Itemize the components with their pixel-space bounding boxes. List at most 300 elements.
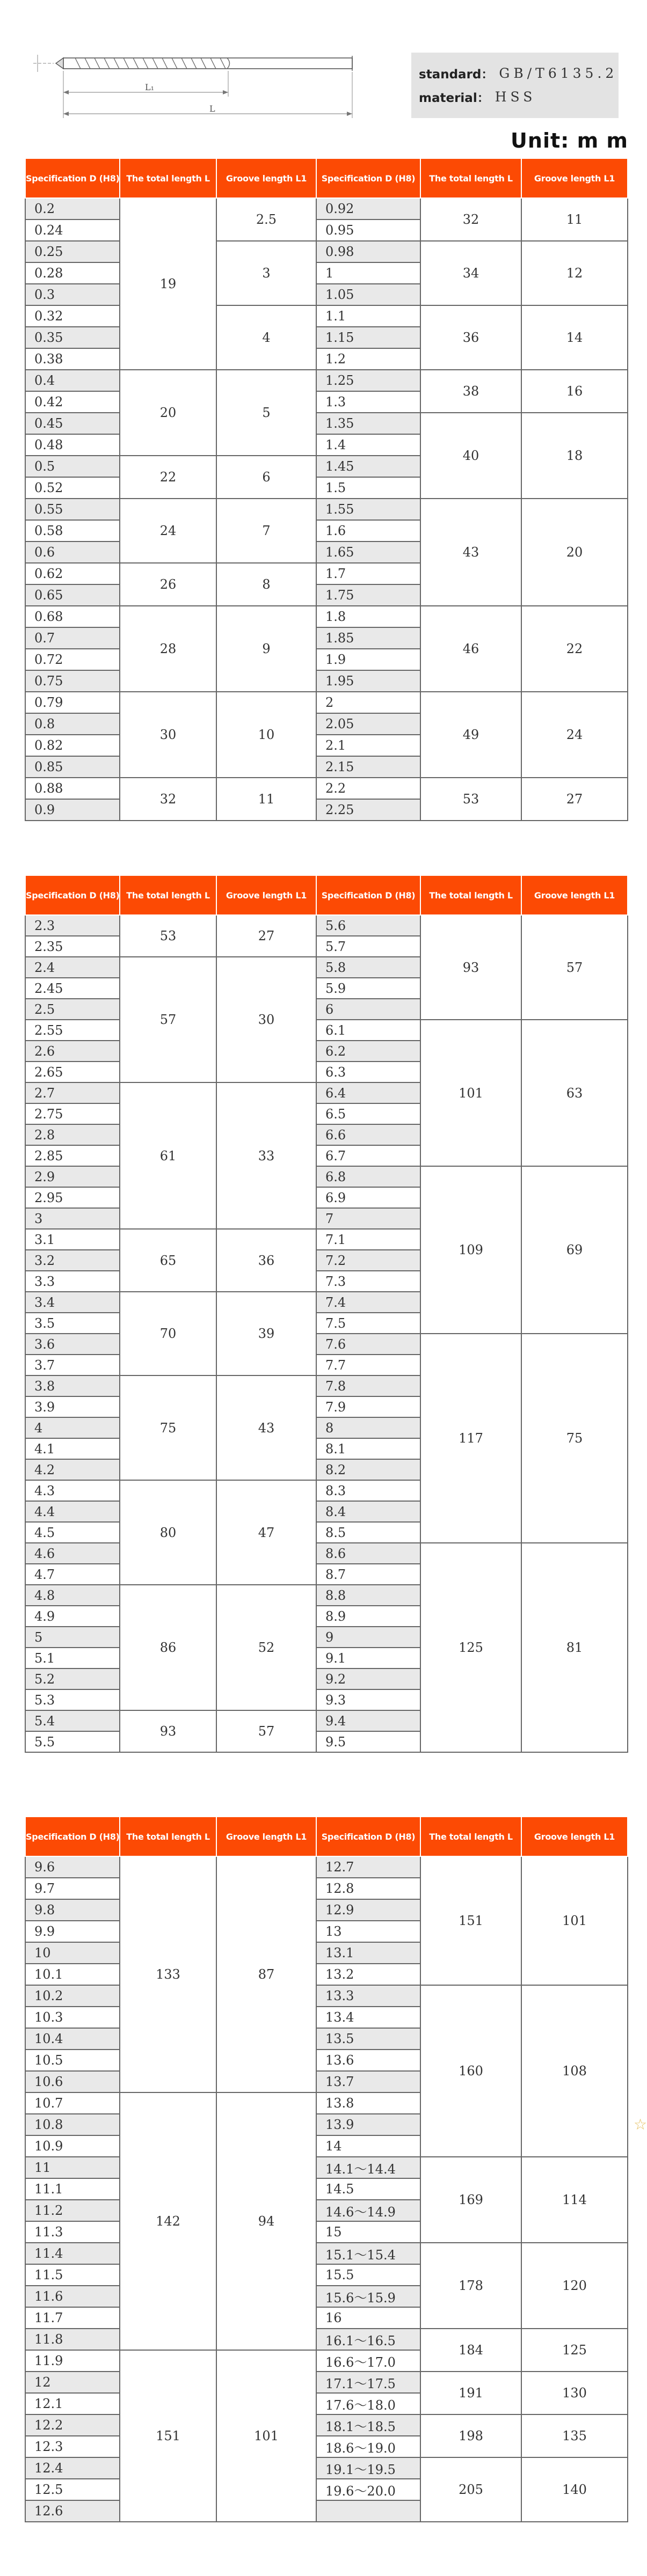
table-row (25, 2372, 628, 2393)
total-length-cell: 133 (120, 1856, 216, 2092)
spec-table (25, 875, 628, 1753)
product-header (0, 0, 644, 156)
total-length-cell: 24 (120, 499, 216, 563)
spec-d-cell: 11.4 (25, 2243, 120, 2264)
total-length-cell: 32 (120, 778, 216, 821)
spec-d-cell: 4.9 (25, 1606, 120, 1627)
spec-d-cell: 0.42 (25, 391, 120, 413)
total-length-cell: 101 (420, 1020, 521, 1166)
spec-d-cell: 6.6 (316, 1124, 420, 1145)
spec-d-cell: 16.1～16.5 (316, 2329, 420, 2350)
spec-d-cell: 0.24 (25, 219, 120, 241)
spec-d-cell: 11.3 (25, 2221, 120, 2243)
total-length-cell: 32 (420, 198, 521, 241)
spec-d-cell: 7.6 (316, 1334, 420, 1355)
spec-d-cell: 0.62 (25, 563, 120, 584)
spec-info-box (411, 53, 619, 118)
spec-d-cell: 4.7 (25, 1564, 120, 1585)
spec-d-cell: 6.5 (316, 1103, 420, 1124)
spec-d-cell: 2.15 (316, 756, 420, 778)
spec-d-cell: 0.48 (25, 434, 120, 456)
spec-d-cell: 1.25 (316, 370, 420, 391)
spec-d-cell: 0.45 (25, 413, 120, 434)
spec-d-cell: 9.8 (25, 1899, 120, 1921)
spec-d-cell: 3.1 (25, 1229, 120, 1250)
header-row (25, 158, 628, 198)
groove-length-cell: 12 (521, 241, 628, 305)
total-length-cell: 191 (420, 2372, 521, 2414)
total-length-cell: 93 (120, 1710, 216, 1752)
spec-d-cell: 1.05 (316, 284, 420, 305)
table-row (25, 2414, 628, 2436)
spec-d-cell: 0.9 (25, 799, 120, 821)
spec-d-cell: 12.4 (25, 2457, 120, 2479)
spec-d-cell: 11.2 (25, 2200, 120, 2221)
column-header: Groove length L1 (216, 875, 316, 915)
spec-d-cell: 2.65 (25, 1062, 120, 1082)
groove-length-cell: 47 (216, 1480, 316, 1585)
spec-d-cell: 15.1～15.4 (316, 2243, 420, 2264)
total-length-cell: 46 (420, 606, 521, 692)
table-row (25, 499, 628, 520)
spec-d-cell: 6.9 (316, 1187, 420, 1208)
spec-d-cell: 6.7 (316, 1145, 420, 1166)
total-length-cell: 57 (120, 957, 216, 1082)
material-line (419, 86, 536, 107)
groove-length-cell: 11 (216, 778, 316, 821)
spec-d-cell: 7.2 (316, 1250, 420, 1271)
groove-length-cell: 63 (521, 1020, 628, 1166)
column-header: Groove length L1 (216, 158, 316, 198)
table-row (25, 1020, 628, 1041)
total-length-cell: 34 (420, 241, 521, 305)
total-length-cell: 151 (420, 1856, 521, 1985)
spec-d-cell: 2.75 (25, 1103, 120, 1124)
table-row (25, 305, 628, 327)
total-length-cell: 36 (420, 305, 521, 370)
spec-d-cell: 1.4 (316, 434, 420, 456)
table-row (25, 413, 628, 434)
groove-length-cell: 2.5 (216, 198, 316, 241)
spec-d-cell: 7.1 (316, 1229, 420, 1250)
column-header: Specification D (H8) (316, 875, 420, 915)
table-row (25, 692, 628, 713)
spec-d-cell: 7.9 (316, 1396, 420, 1417)
spec-d-cell: 10.7 (25, 2092, 120, 2114)
spec-d-cell: 5.5 (25, 1731, 120, 1752)
total-length-cell: 184 (420, 2329, 521, 2372)
column-header: Groove length L1 (521, 1817, 628, 1856)
spec-d-cell: 2.8 (25, 1124, 120, 1145)
spec-d-cell: 10.1 (25, 1964, 120, 1985)
spec-d-cell: 5.8 (316, 957, 420, 978)
table-row (25, 2157, 628, 2178)
total-length-cell: 70 (120, 1292, 216, 1375)
spec-d-cell: 13 (316, 1921, 420, 1942)
spec-d-cell: 13.1 (316, 1942, 420, 1964)
spec-d-cell: 11 (25, 2157, 120, 2178)
column-header: The total length L (120, 875, 216, 915)
spec-d-cell: 19.1～19.5 (316, 2457, 420, 2479)
spec-d-cell: 2.2 (316, 778, 420, 799)
spec-d-cell: 2.4 (25, 957, 120, 978)
material-value: HSS (495, 89, 536, 105)
total-length-cell: 40 (420, 413, 521, 499)
material-label: material： (419, 91, 490, 105)
spec-d-cell: 4.8 (25, 1585, 120, 1606)
spec-d-cell: 12.1 (25, 2393, 120, 2414)
spec-d-cell: 12.9 (316, 1899, 420, 1921)
spec-d-cell: 2.35 (25, 936, 120, 957)
spec-d-cell: 1.6 (316, 520, 420, 541)
spec-d-cell: 9.6 (25, 1856, 120, 1878)
spec-d-cell: 3.7 (25, 1355, 120, 1375)
groove-length-cell: 11 (521, 198, 628, 241)
groove-length-cell: 87 (216, 1856, 316, 2092)
groove-length-cell: 108 (521, 1985, 628, 2157)
spec-d-cell: 0.3 (25, 284, 120, 305)
spec-d-cell: 10.5 (25, 2050, 120, 2071)
groove-length-cell: 27 (521, 778, 628, 821)
spec-d-cell: 15.6～15.9 (316, 2286, 420, 2307)
total-length-label: L (209, 104, 215, 114)
spec-d-cell: 8.2 (316, 1459, 420, 1480)
total-length-cell: 38 (420, 370, 521, 413)
groove-length-cell: 101 (216, 2350, 316, 2522)
column-header: The total length L (420, 875, 521, 915)
table-row (25, 1543, 628, 1564)
table-row (25, 778, 628, 799)
column-header: The total length L (120, 158, 216, 198)
unit-label: Unit: m m (511, 129, 628, 152)
spec-d-cell: 10.8 (25, 2114, 120, 2135)
spec-d-cell: 5.2 (25, 1668, 120, 1689)
spec-d-cell: 0.82 (25, 735, 120, 756)
spec-d-cell: 5.6 (316, 915, 420, 936)
groove-length-cell: 120 (521, 2243, 628, 2329)
spec-d-cell: 0.68 (25, 606, 120, 627)
total-length-cell: 142 (120, 2092, 216, 2350)
spec-d-cell: 4 (25, 1417, 120, 1438)
spec-d-cell: 5.1 (25, 1648, 120, 1668)
spec-d-cell: 5.7 (316, 936, 420, 957)
spec-d-cell: 3.5 (25, 1313, 120, 1334)
total-length-cell: 125 (420, 1543, 521, 1752)
spec-d-cell: 8.5 (316, 1522, 420, 1543)
spec-d-cell: 5.3 (25, 1689, 120, 1710)
total-length-cell: 169 (420, 2157, 521, 2243)
column-header: Groove length L1 (521, 158, 628, 198)
spec-d-cell: 16 (316, 2307, 420, 2329)
spec-d-cell: 0.98 (316, 241, 420, 262)
spec-d-cell: 11.8 (25, 2329, 120, 2350)
spec-table (25, 158, 628, 821)
spec-d-cell: 10.2 (25, 1985, 120, 2007)
total-length-cell: 160 (420, 1985, 521, 2157)
spec-d-cell: 7.5 (316, 1313, 420, 1334)
spec-d-cell: 13.5 (316, 2028, 420, 2050)
spec-d-cell: 1.15 (316, 327, 420, 348)
spec-d-cell: 12.5 (25, 2479, 120, 2500)
column-header: Specification D (H8) (25, 875, 120, 915)
spec-table-1 (25, 158, 627, 821)
spec-d-cell: 1.2 (316, 348, 420, 370)
spec-table (25, 1816, 628, 2522)
spec-d-cell: 5.4 (25, 1710, 120, 1731)
groove-length-cell: 33 (216, 1082, 316, 1229)
header-row (25, 1817, 628, 1856)
table-row (25, 1985, 628, 2007)
groove-length-cell: 10 (216, 692, 316, 778)
groove-length-cell: 27 (216, 915, 316, 957)
spec-d-cell: 6.2 (316, 1041, 420, 1062)
spec-d-cell: 2.25 (316, 799, 420, 821)
spec-d-cell: 3 (25, 1208, 120, 1229)
total-length-cell: 49 (420, 692, 521, 778)
total-length-cell: 61 (120, 1082, 216, 1229)
table-row (25, 2457, 628, 2479)
table-row (25, 241, 628, 262)
spec-d-cell: 0.79 (25, 692, 120, 713)
spec-d-cell: 7 (316, 1208, 420, 1229)
groove-length-cell: 5 (216, 370, 316, 456)
table-row (25, 2329, 628, 2350)
groove-length-cell: 3 (216, 241, 316, 305)
spec-d-cell: 4.5 (25, 1522, 120, 1543)
spec-d-cell: 2.7 (25, 1082, 120, 1103)
spec-d-cell: 1.75 (316, 584, 420, 606)
total-length-cell: 93 (420, 915, 521, 1020)
spec-d-cell: 0.95 (316, 219, 420, 241)
spec-d-cell: 15.5 (316, 2264, 420, 2286)
spec-d-cell: 6.3 (316, 1062, 420, 1082)
spec-d-cell: 8.9 (316, 1606, 420, 1627)
spec-d-cell: 0.92 (316, 198, 420, 219)
spec-d-cell: 2.85 (25, 1145, 120, 1166)
table-row (25, 198, 628, 219)
groove-length-cell: 6 (216, 456, 316, 499)
spec-d-cell: 2.55 (25, 1020, 120, 1041)
groove-length-cell: 7 (216, 499, 316, 563)
spec-d-cell: 3.8 (25, 1375, 120, 1396)
groove-length-cell: 20 (521, 499, 628, 606)
groove-length-cell: 114 (521, 2157, 628, 2243)
spec-d-cell: 9.4 (316, 1710, 420, 1731)
column-header: The total length L (420, 1817, 521, 1856)
spec-d-cell: 11.9 (25, 2350, 120, 2372)
column-header: Specification D (H8) (25, 1817, 120, 1856)
groove-length-label: L₁ (145, 82, 155, 92)
spec-d-cell: 9.2 (316, 1668, 420, 1689)
total-length-cell: 20 (120, 370, 216, 456)
spec-d-cell: 1 (316, 262, 420, 284)
spec-d-cell: 13.6 (316, 2050, 420, 2071)
spec-d-cell: 7.3 (316, 1271, 420, 1292)
standard-line (419, 62, 617, 84)
spec-d-cell: 1.5 (316, 477, 420, 499)
spec-d-cell: 7.8 (316, 1375, 420, 1396)
spec-table-3 (25, 1816, 627, 2522)
table-row (25, 915, 628, 936)
spec-d-cell: 2.45 (25, 978, 120, 999)
spec-d-cell: 0.5 (25, 456, 120, 477)
spec-d-cell: 8.8 (316, 1585, 420, 1606)
table-row (25, 1334, 628, 1355)
column-header: Specification D (H8) (316, 158, 420, 198)
groove-length-cell: 18 (521, 413, 628, 499)
spec-d-cell: 8.7 (316, 1564, 420, 1585)
standard-value: GB/T6135.2 (499, 65, 618, 81)
spec-d-cell: 2.95 (25, 1187, 120, 1208)
spec-d-cell: 0.32 (25, 305, 120, 327)
spec-d-cell: 0.52 (25, 477, 120, 499)
spec-d-cell: 12.7 (316, 1856, 420, 1878)
spec-d-cell: 0.85 (25, 756, 120, 778)
spec-d-cell: 11.5 (25, 2264, 120, 2286)
spec-d-cell: 0.88 (25, 778, 120, 799)
spec-d-cell: 2 (316, 692, 420, 713)
spec-d-cell: 0.72 (25, 649, 120, 670)
total-length-cell: 43 (420, 499, 521, 606)
groove-length-cell: 140 (521, 2457, 628, 2522)
spec-d-cell: 4.3 (25, 1480, 120, 1501)
groove-length-cell: 57 (521, 915, 628, 1020)
total-length-cell: 26 (120, 563, 216, 606)
spec-d-cell: 10.3 (25, 2007, 120, 2028)
total-length-cell: 117 (420, 1334, 521, 1543)
groove-length-cell: 81 (521, 1543, 628, 1752)
total-length-cell: 86 (120, 1585, 216, 1710)
total-length-cell: 30 (120, 692, 216, 778)
spec-d-cell: 2.05 (316, 713, 420, 735)
table-row (25, 2243, 628, 2264)
spec-d-cell: 0.2 (25, 198, 120, 219)
spec-d-cell: 4.4 (25, 1501, 120, 1522)
spec-d-cell: 13.9 (316, 2114, 420, 2135)
spec-d-cell: 14.5 (316, 2178, 420, 2200)
spec-d-cell: 1.9 (316, 649, 420, 670)
spec-d-cell: 0.35 (25, 327, 120, 348)
header-row (25, 875, 628, 915)
spec-d-cell: 7.7 (316, 1355, 420, 1375)
spec-d-cell: 1.85 (316, 627, 420, 649)
spec-d-cell: 0.75 (25, 670, 120, 692)
column-header: Specification D (H8) (316, 1817, 420, 1856)
spec-d-cell: 0.4 (25, 370, 120, 391)
spec-d-cell: 11.6 (25, 2286, 120, 2307)
spec-d-cell: 9.3 (316, 1689, 420, 1710)
spec-d-cell: 2.5 (25, 999, 120, 1020)
spec-d-cell: 3.9 (25, 1396, 120, 1417)
spec-d-cell: 3.4 (25, 1292, 120, 1313)
total-length-cell: 65 (120, 1229, 216, 1292)
groove-length-cell: 130 (521, 2372, 628, 2414)
groove-length-cell: 135 (521, 2414, 628, 2457)
spec-d-cell: 8.6 (316, 1543, 420, 1564)
spec-d-cell: 14.6～14.9 (316, 2200, 420, 2221)
spec-d-cell: 3.6 (25, 1334, 120, 1355)
spec-d-cell: 18.6～19.0 (316, 2436, 420, 2457)
column-header: Specification D (H8) (25, 158, 120, 198)
spec-d-cell: 0.6 (25, 541, 120, 563)
spec-d-cell: 7.4 (316, 1292, 420, 1313)
spec-d-cell: 0.25 (25, 241, 120, 262)
spec-d-cell: 1.65 (316, 541, 420, 563)
total-length-cell: 28 (120, 606, 216, 692)
spec-d-cell: 0.8 (25, 713, 120, 735)
spec-d-cell: 16.6～17.0 (316, 2350, 420, 2372)
spec-d-cell: 2.1 (316, 735, 420, 756)
groove-length-cell: 52 (216, 1585, 316, 1710)
spec-d-cell: 5 (25, 1627, 120, 1648)
star-icon: ☆ (634, 2116, 647, 2133)
groove-length-cell: 14 (521, 305, 628, 370)
drill-bit-drawing (0, 0, 387, 123)
spec-d-cell: 0.55 (25, 499, 120, 520)
spec-d-cell (316, 2500, 420, 2522)
column-header: Groove length L1 (216, 1817, 316, 1856)
spec-d-cell: 2.6 (25, 1041, 120, 1062)
spec-d-cell: 13.3 (316, 1985, 420, 2007)
spec-d-cell: 2.9 (25, 1166, 120, 1187)
spec-d-cell: 8.3 (316, 1480, 420, 1501)
spec-d-cell: 9.5 (316, 1731, 420, 1752)
spec-d-cell: 6 (316, 999, 420, 1020)
groove-length-cell: 57 (216, 1710, 316, 1752)
total-length-cell: 75 (120, 1375, 216, 1480)
spec-d-cell: 1.45 (316, 456, 420, 477)
spec-d-cell: 10.9 (25, 2135, 120, 2157)
spec-d-cell: 6.8 (316, 1166, 420, 1187)
spec-d-cell: 12.2 (25, 2414, 120, 2436)
column-header: The total length L (120, 1817, 216, 1856)
spec-d-cell: 4.1 (25, 1438, 120, 1459)
spec-d-cell: 0.38 (25, 348, 120, 370)
spec-d-cell: 3.3 (25, 1271, 120, 1292)
spec-d-cell: 1.8 (316, 606, 420, 627)
spec-d-cell: 17.1～17.5 (316, 2372, 420, 2393)
groove-length-cell: 16 (521, 370, 628, 413)
spec-d-cell: 8 (316, 1417, 420, 1438)
spec-d-cell: 12.6 (25, 2500, 120, 2522)
groove-length-cell: 24 (521, 692, 628, 778)
total-length-cell: 53 (120, 915, 216, 957)
table-row (25, 606, 628, 627)
spec-d-cell: 9 (316, 1627, 420, 1648)
spec-d-cell: 12.3 (25, 2436, 120, 2457)
total-length-cell: 205 (420, 2457, 521, 2522)
spec-d-cell: 6.4 (316, 1082, 420, 1103)
total-length-cell: 109 (420, 1166, 521, 1334)
spec-d-cell: 10.6 (25, 2071, 120, 2092)
spec-d-cell: 10 (25, 1942, 120, 1964)
groove-length-cell: 69 (521, 1166, 628, 1334)
spec-d-cell: 19.6～20.0 (316, 2479, 420, 2500)
total-length-cell: 198 (420, 2414, 521, 2457)
spec-d-cell: 12.8 (316, 1878, 420, 1899)
spec-d-cell: 13.8 (316, 2092, 420, 2114)
spec-d-cell: 2.3 (25, 915, 120, 936)
spec-d-cell: 4.6 (25, 1543, 120, 1564)
groove-length-cell: 75 (521, 1334, 628, 1543)
spec-d-cell: 8.1 (316, 1438, 420, 1459)
spec-d-cell: 13.4 (316, 2007, 420, 2028)
spec-d-cell: 1.7 (316, 563, 420, 584)
spec-d-cell: 1.95 (316, 670, 420, 692)
groove-length-cell: 9 (216, 606, 316, 692)
total-length-cell: 19 (120, 198, 216, 370)
total-length-cell: 178 (420, 2243, 521, 2329)
